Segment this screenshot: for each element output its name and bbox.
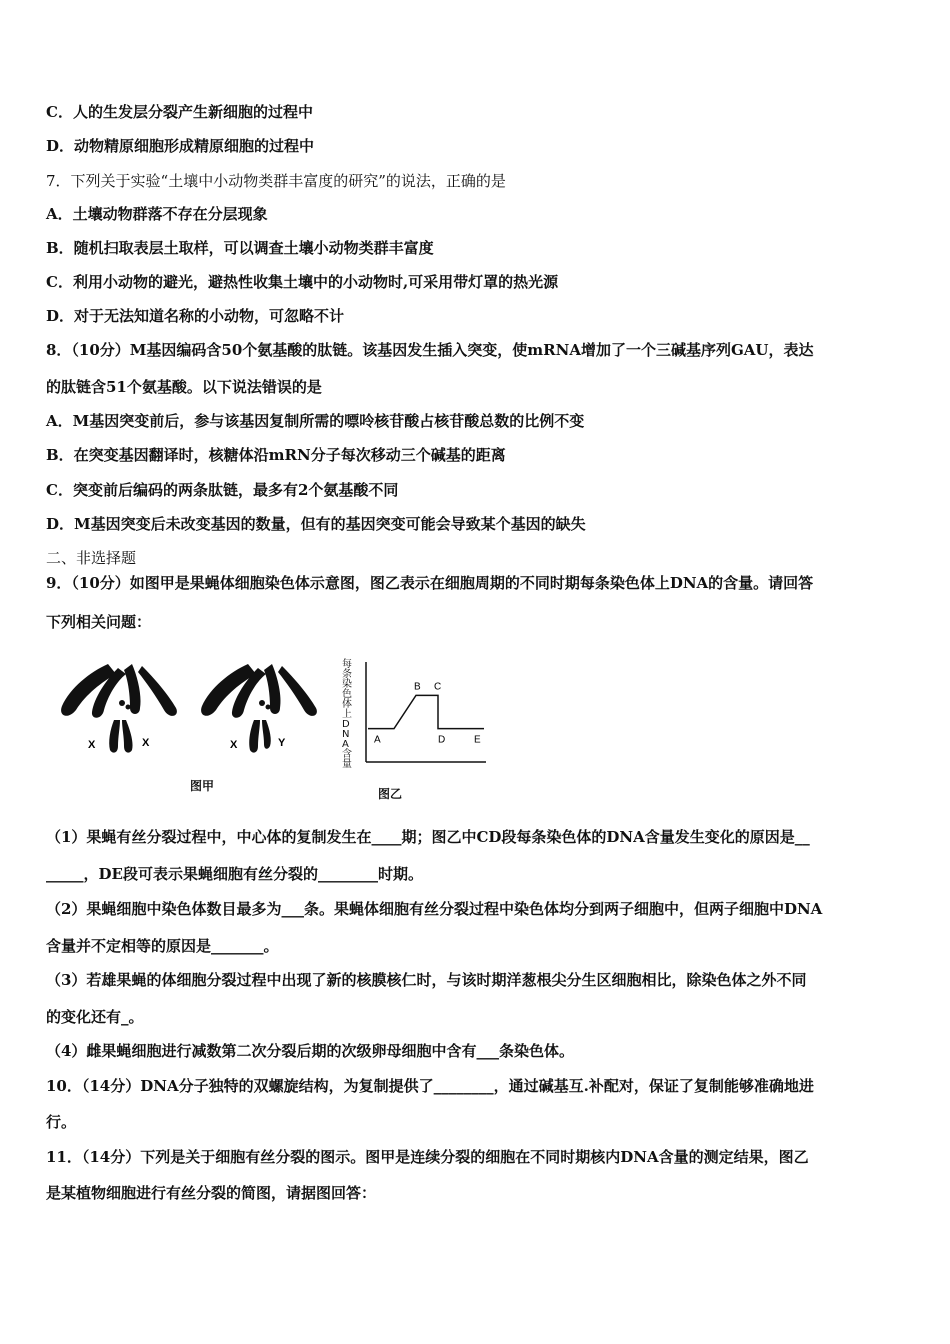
q7-option-b: B．随机扫取表层土取样，可以调查土壤小动物类群丰富度: [46, 239, 434, 257]
q9-part-3: （3）若雄果蝇的体细胞分裂过程中出现了新的核膜核仁时，与该时期洋葱根尖分生区细胞相比，除染色体之外不同: [46, 971, 807, 989]
question-8-stem: 8．（10分）M基因编码含50个氨基酸的肽链。该基因发生插入突变，使mRNA增加了一个三碱基序列GAU，表达: [46, 341, 814, 359]
question-8-stem-cont: 的肽链含51个氨基酸。以下说法错误的是: [46, 378, 322, 396]
q8-option-c: C．突变前后编码的两条肽链，最多有2个氨基酸不同: [46, 481, 399, 499]
q7-option-d: D．对于无法知道名称的小动物，可忽略不计: [46, 307, 345, 325]
question-7-stem: 7．下列关于实验“土壤中小动物类群丰富度的研究”的说法，正确的是: [46, 172, 506, 190]
question-9-figure: [50, 650, 500, 805]
question-10-stem-cont: 行。: [46, 1113, 77, 1131]
male-y-label: Y: [278, 737, 286, 749]
point-label-d: D: [438, 734, 446, 746]
question-9-stem-cont: 下列相关问题：: [46, 613, 152, 631]
question-11-stem: 11．（14分）下列是关于细胞有丝分裂的图示。图甲是连续分裂的细胞在不同时期核内DNA含量的测定结果，图乙: [46, 1148, 809, 1166]
point-label-c: C: [434, 681, 442, 693]
dna-content-line: [368, 695, 484, 728]
q8-option-d: D．M基因突变后未改变基因的数量，但有的基因突变可能会导致某个基因的缺失: [46, 515, 586, 533]
point-label-a: A: [374, 734, 381, 746]
chromosome-diagram: [50, 650, 500, 805]
male-karyotype: [201, 664, 317, 753]
female-x-label-2: X: [142, 737, 150, 749]
q9-part-2-cont: 含量并不定相等的原因是_______。: [46, 937, 279, 955]
question-11-stem-cont: 是某植物细胞进行有丝分裂的简图，请据图回答：: [46, 1184, 377, 1202]
q9-part-1: （1）果蝇有丝分裂过程中，中心体的复制发生在____期；图乙中CD段每条染色体的DNA含量发生变化的原因是__: [46, 828, 810, 846]
q7-option-c: C．利用小动物的避光，避热性收集土壤中的小动物时,可采用带灯罩的热光源: [46, 273, 559, 291]
option-d-line: D．动物精原细胞形成精原细胞的过程中: [46, 137, 315, 155]
y-axis-label: 每条染色体上DNA含量: [342, 659, 352, 770]
q9-part-1-cont: _____，DE段可表示果蝇细胞有丝分裂的________时期。: [46, 865, 423, 883]
q8-option-a: A．M基因突变前后，参与该基因复制所需的嘌呤核苷酸占核苷酸总数的比例不变: [46, 412, 585, 430]
q9-part-3-cont: 的变化还有_。: [46, 1008, 144, 1026]
female-karyotype: [61, 664, 177, 753]
point-label-b: B: [414, 681, 421, 693]
question-9-stem: 9．（10分）如图甲是果蝇体细胞染色体示意图，图乙表示在细胞周期的不同时期每条染色体上DNA的含量。请回答: [46, 574, 814, 592]
male-x-label: X: [230, 739, 238, 751]
question-10-stem: 10．（14分）DNA分子独特的双螺旋结构，为复制提供了________，通过碱基互.补配对，保证了复制能够准确地进: [46, 1077, 814, 1095]
q8-option-b: B．在突变基因翻译时，核糖体沿mRN分子每次移动三个碱基的距离: [46, 446, 506, 464]
figure-jia-caption: 图甲: [190, 779, 215, 793]
figure-yi-caption: 图乙: [378, 787, 403, 801]
point-label-e: E: [474, 734, 481, 746]
dna-content-graph: [366, 662, 486, 762]
section-heading: 二、非选择题: [46, 549, 137, 567]
q9-part-2: （2）果蝇细胞中染色体数目最多为___条。果蝇体细胞有丝分裂过程中染色体均分到两子细胞中，但两子细胞中DNA: [46, 900, 823, 918]
q9-part-4: （4）雌果蝇细胞进行减数第二次分裂后期的次级卵母细胞中含有___条染色体。: [46, 1042, 574, 1060]
option-c-line: C．人的生发层分裂产生新细胞的过程中: [46, 103, 313, 121]
q7-option-a: A．土壤动物群落不存在分层现象: [46, 205, 268, 223]
female-x-label-1: X: [88, 739, 96, 751]
